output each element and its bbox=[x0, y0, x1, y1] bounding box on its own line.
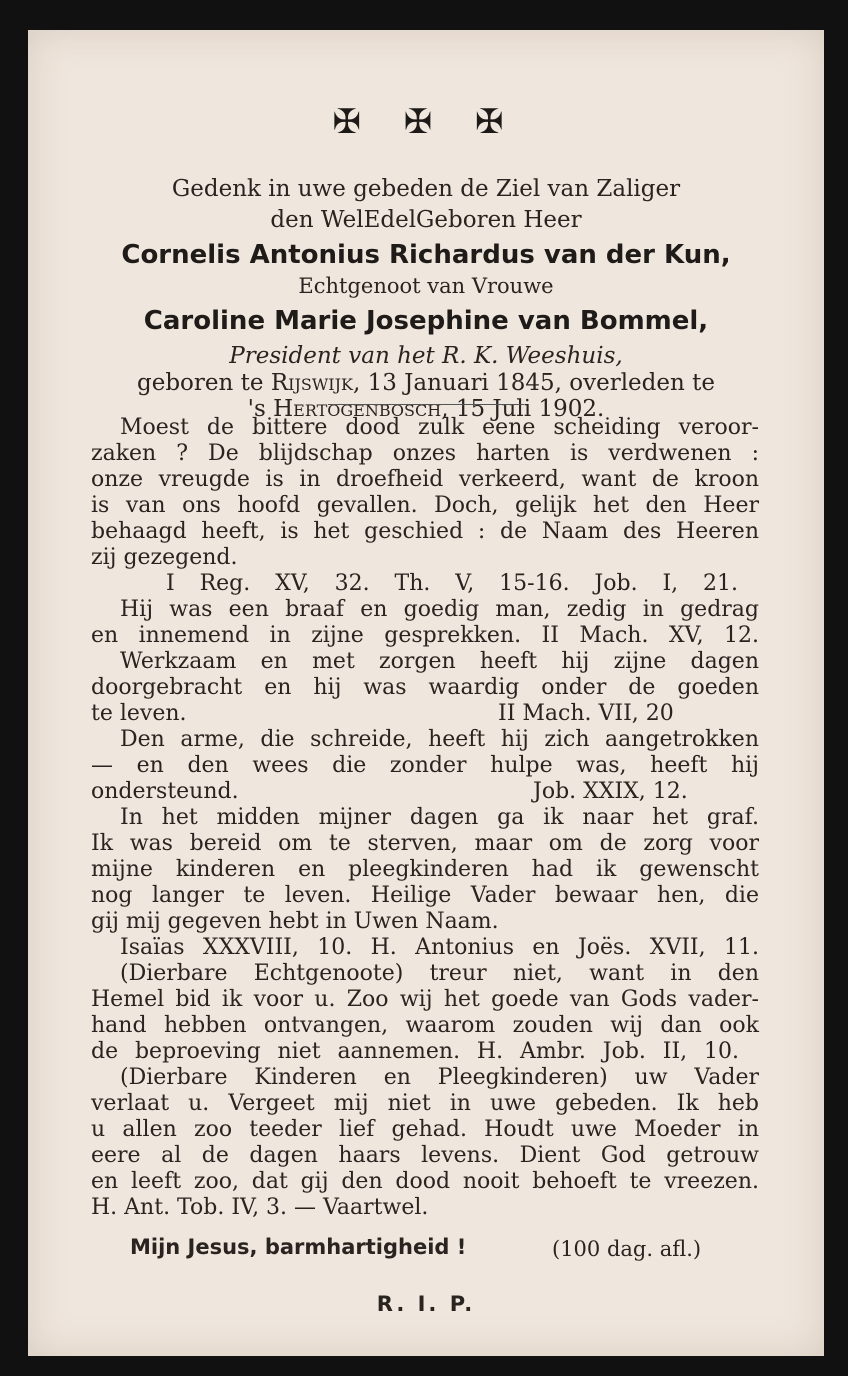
body-line: nog langer te leven. Heilige Vader bewaar hen, die bbox=[91, 883, 759, 908]
spouse-intro: Echtgenoot van Vrouwe bbox=[298, 274, 554, 298]
body-line: gij mij gegeven hebt in Uwen Naam. bbox=[91, 909, 499, 934]
body-line: onze vreugde is in droefheid verkeerd, want de kroon bbox=[91, 467, 759, 492]
birth-line bbox=[28, 370, 824, 396]
body-line: behaagd heeft, is het geschied : de Naam des Heeren bbox=[91, 519, 759, 544]
header-line-2: den WelEdelGeboren Heer bbox=[270, 207, 582, 233]
body-line: hand hebben ontvangen, waarom zouden wij dan ook bbox=[91, 1013, 759, 1038]
death-prefix: 's bbox=[247, 396, 274, 422]
body-line: de beproeving niet aannemen. H. Ambr. Job. II, 10. bbox=[91, 1039, 739, 1064]
body-line: ondersteund. bbox=[91, 779, 239, 804]
body-line: Hij was een braaf en goedig man, zedig in gedrag bbox=[120, 597, 759, 622]
crosses-ornament: ✠ ✠ ✠ bbox=[332, 102, 520, 142]
header-line-1: Gedenk in uwe gebeden de Ziel van Zaliger bbox=[171, 176, 681, 202]
reference-line: Isaïas XXXVIII, 10. H. Antonius en Joës. XVII, 11. bbox=[120, 935, 759, 960]
death-place: Hertogenbosch bbox=[273, 396, 442, 422]
birth-rest: , 13 Januari 1845, overleden te bbox=[352, 370, 715, 396]
death-rest: , 15 Juli 1902. bbox=[441, 396, 605, 422]
body-line: zaken ? De blijdschap onzes harten is verdwenen : bbox=[91, 441, 759, 466]
body-line: verlaat u. Vergeet mij niet in uwe gebeden. Ik heb bbox=[91, 1091, 759, 1116]
body-line: eere al de dagen haars levens. Dient God getrouw bbox=[91, 1143, 759, 1168]
birth-prefix: geboren te bbox=[137, 370, 271, 396]
body-line: en innemend in zijne gesprekken. II Mach. XV, 12. bbox=[91, 623, 759, 648]
body-line: u allen zoo teeder lief gehad. Houdt uwe Moeder in bbox=[91, 1117, 759, 1142]
body-line: mijne kinderen en pleegkinderen had ik gewenscht bbox=[91, 857, 759, 882]
body-line: — en den wees die zonder hulpe was, heeft hij bbox=[91, 753, 759, 778]
body-line: In het midden mijner dagen ga ik naar het graf. bbox=[120, 805, 759, 830]
body-line: Moest de bittere dood zulk eene scheiding veroor- bbox=[120, 415, 759, 440]
prayer-line: Mijn Jesus, barmhartigheid ! bbox=[130, 1235, 467, 1259]
indulgence-note: (100 dag. afl.) bbox=[552, 1237, 702, 1261]
body-line: H. Ant. Tob. IV, 3. — Vaartwel. bbox=[91, 1195, 429, 1220]
body-line: en leeft zoo, dat gij den dood nooit behoeft te vreezen. bbox=[91, 1169, 759, 1194]
body-line: zij gezegend. bbox=[91, 545, 238, 570]
body-line: doorgebracht en hij was waardig onder de goeden bbox=[91, 675, 759, 700]
body-line: Werkzaam en met zorgen heeft hij zijne dagen bbox=[120, 649, 759, 674]
divider-rule bbox=[328, 404, 524, 405]
body-line: Hemel bid ik voor u. Zoo wij het goede van Gods vader- bbox=[91, 987, 759, 1012]
deceased-title: President van het R. K. Weeshuis, bbox=[229, 343, 623, 369]
reference: II Mach. VII, 20 bbox=[498, 701, 674, 726]
spouse-name: Caroline Marie Josephine van Bommel, bbox=[143, 306, 709, 336]
body-line: Den arme, die schreide, heeft hij zich aangetrokken bbox=[120, 727, 759, 752]
body-line: (Dierbare Kinderen en Pleegkinderen) uw Vader bbox=[120, 1065, 759, 1090]
body-line: Ik was bereid om te sterven, maar om de zorg voor bbox=[91, 831, 759, 856]
reference-line: I Reg. XV, 32. Th. V, 15-16. Job. I, 21. bbox=[166, 571, 738, 596]
body-line: is van ons hoofd gevallen. Doch, gelijk het den Heer bbox=[91, 493, 759, 518]
memorial-card bbox=[28, 30, 824, 1356]
body-line: (Dierbare Echtgenoote) treur niet, want in den bbox=[120, 961, 759, 986]
birth-place: Rijswijk bbox=[270, 370, 353, 396]
body-line: te leven. bbox=[91, 701, 187, 726]
reference: Job. XXIX, 12. bbox=[533, 779, 688, 804]
rip-text: R. I. P. bbox=[376, 1292, 476, 1316]
deceased-name: Cornelis Antonius Richardus van der Kun, bbox=[121, 240, 731, 270]
